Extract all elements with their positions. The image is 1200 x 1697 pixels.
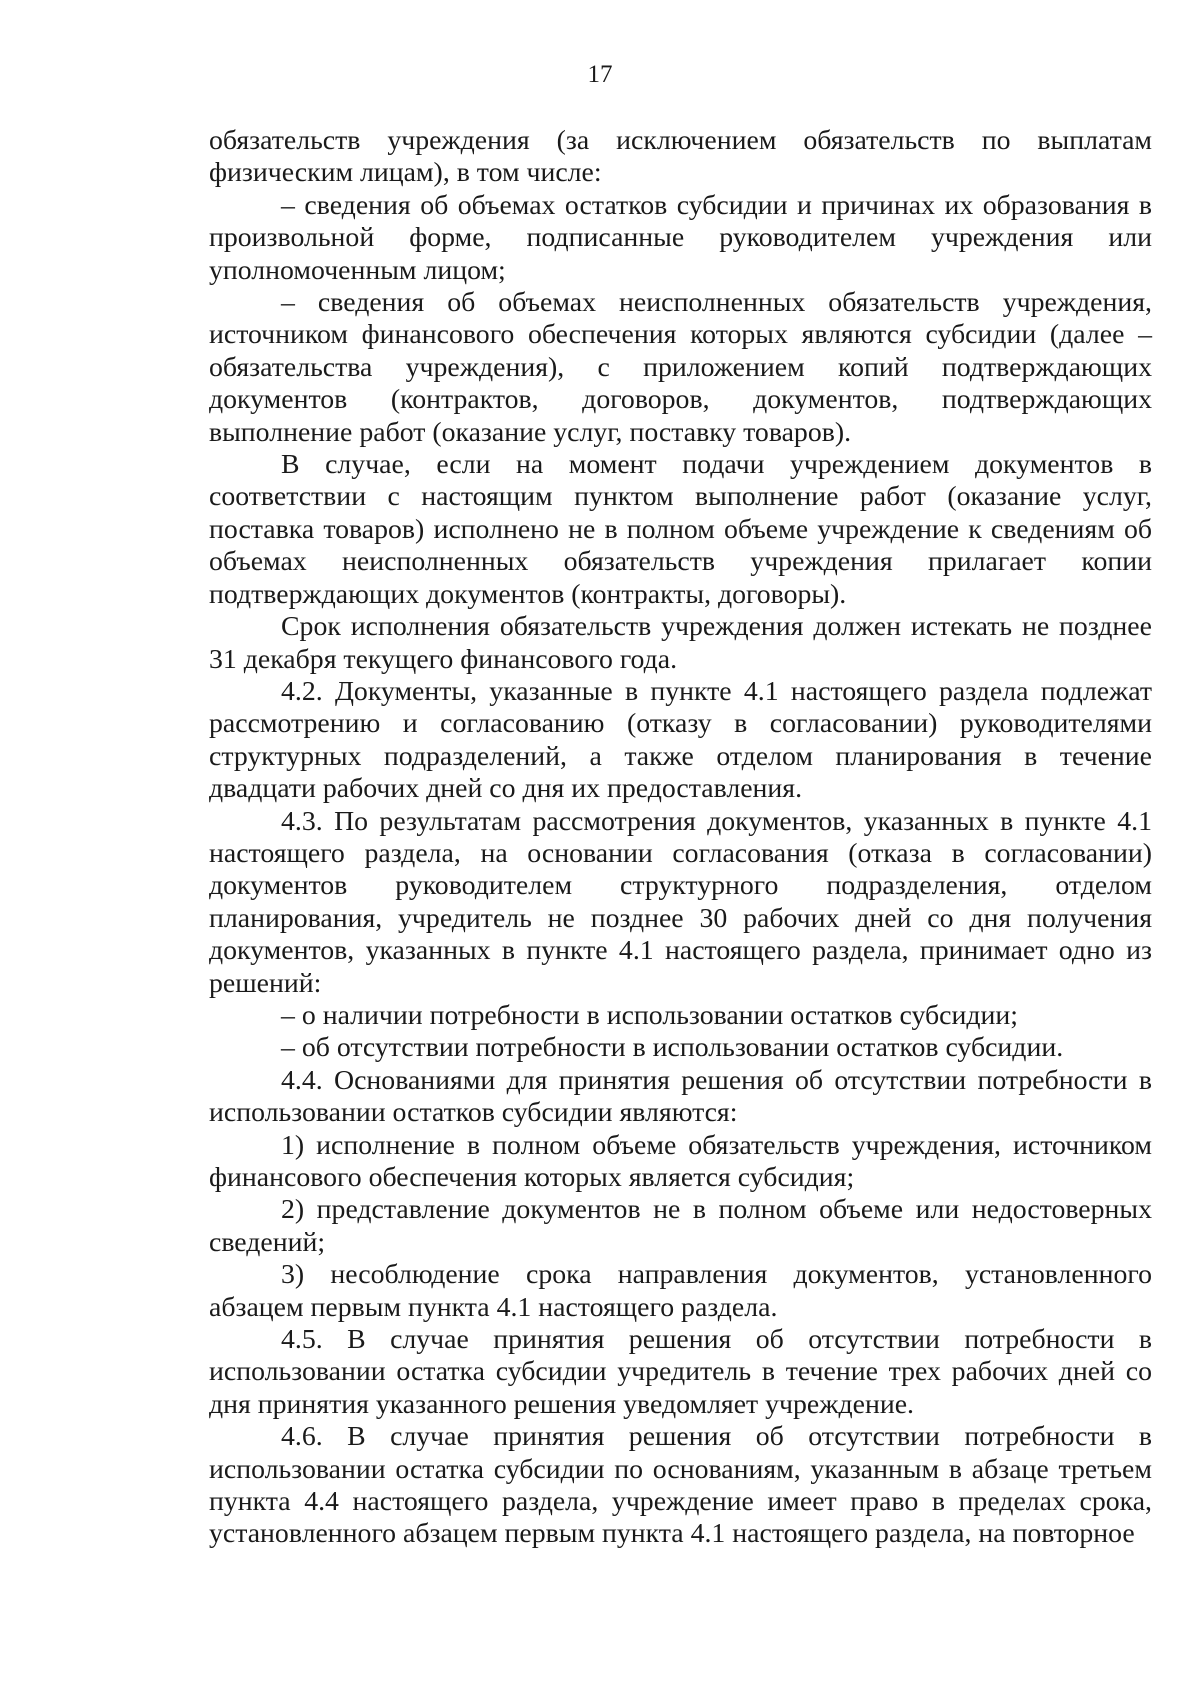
body-text: [209, 125, 1152, 1551]
paragraph: 4.2. Документы, указанные в пункте 4.1 настоящего раздела подлежат рассмотрению и согласованию (отказу в согласовании) руководителями структурных подразделений, а также отделом планирования в течение двадцати рабочих дней со дня их предоставления.: [209, 675, 1152, 805]
paragraph: – об отсутствии потребности в использовании остатков субсидии.: [281, 1032, 1064, 1064]
paragraph: 4.5. В случае принятия решения об отсутствии потребности в использовании остатка субсидии учредитель в течение трех рабочих дней со дня принятия указанного решения уведомляет учреждение.: [209, 1324, 1152, 1420]
page-number: 17: [587, 61, 613, 88]
paragraph: 4.3. По результатам рассмотрения документов, указанных в пункте 4.1 настоящего раздела, на основании согласования (отказа в согласовании) документов руководителем структурного подразделения, отделом планирования, учредитель не позднее 30 рабочих дней со дня получения документов, указанных в пункте 4.1 настоящего раздела, принимает одно из решений:: [209, 805, 1152, 999]
paragraph: – сведения об объемах остатков субсидии и причинах их образования в произвольной форме, подписанные руководителем учреждения или уполномоченным лицом;: [209, 189, 1152, 286]
paragraph: 3) несоблюдение срока направления документов, установленного абзацем первым пункта 4.1 настоящего раздела.: [209, 1259, 1152, 1323]
paragraph: – о наличии потребности в использовании остатков субсидии;: [281, 999, 1018, 1031]
paragraph: – сведения об объемах неисполненных обязательств учреждения, источником финансового обеспечения которых являются субсидии (далее – обязательства учреждения), с приложением копий подтверждающих документов (контрактов, договоров, документов, подтверждающих выполнение работ (оказание услуг, поставку товаров).: [209, 287, 1152, 448]
paragraph: В случае, если на момент подачи учреждением документов в соответствии с настоящим пунктом выполнение работ (оказание услуг, поставка товаров) исполнено не в полном объеме учреждение к сведениям об объемах неисполненных обязательств учреждения прилагает копии подтверждающих документов (контракты, договоры).: [209, 449, 1152, 610]
paragraph: 4.4. Основаниями для принятия решения об отсутствии потребности в использовании остатков субсидии являются:: [209, 1064, 1152, 1129]
paragraph: 1) исполнение в полном объеме обязательств учреждения, источником финансового обеспечения которых является субсидия;: [209, 1129, 1152, 1193]
paragraph: Срок исполнения обязательств учреждения должен истекать не позднее 31 декабря текущего финансового года.: [209, 611, 1152, 675]
paragraph: 4.6. В случае принятия решения об отсутствии потребности в использовании остатка субсидии по основаниям, указанным в абзаце третьем пункта 4.4 настоящего раздела, учреждение имеет право в пределах срока, установленного абзацем первым пункта 4.1 настоящего раздела, на повторное: [209, 1421, 1152, 1550]
paragraph: 2) представление документов не в полном объеме или недостоверных сведений;: [209, 1194, 1152, 1258]
paragraph: обязательств учреждения (за исключением обязательств по выплатам физическим лицам), в том числе:: [209, 125, 1152, 189]
